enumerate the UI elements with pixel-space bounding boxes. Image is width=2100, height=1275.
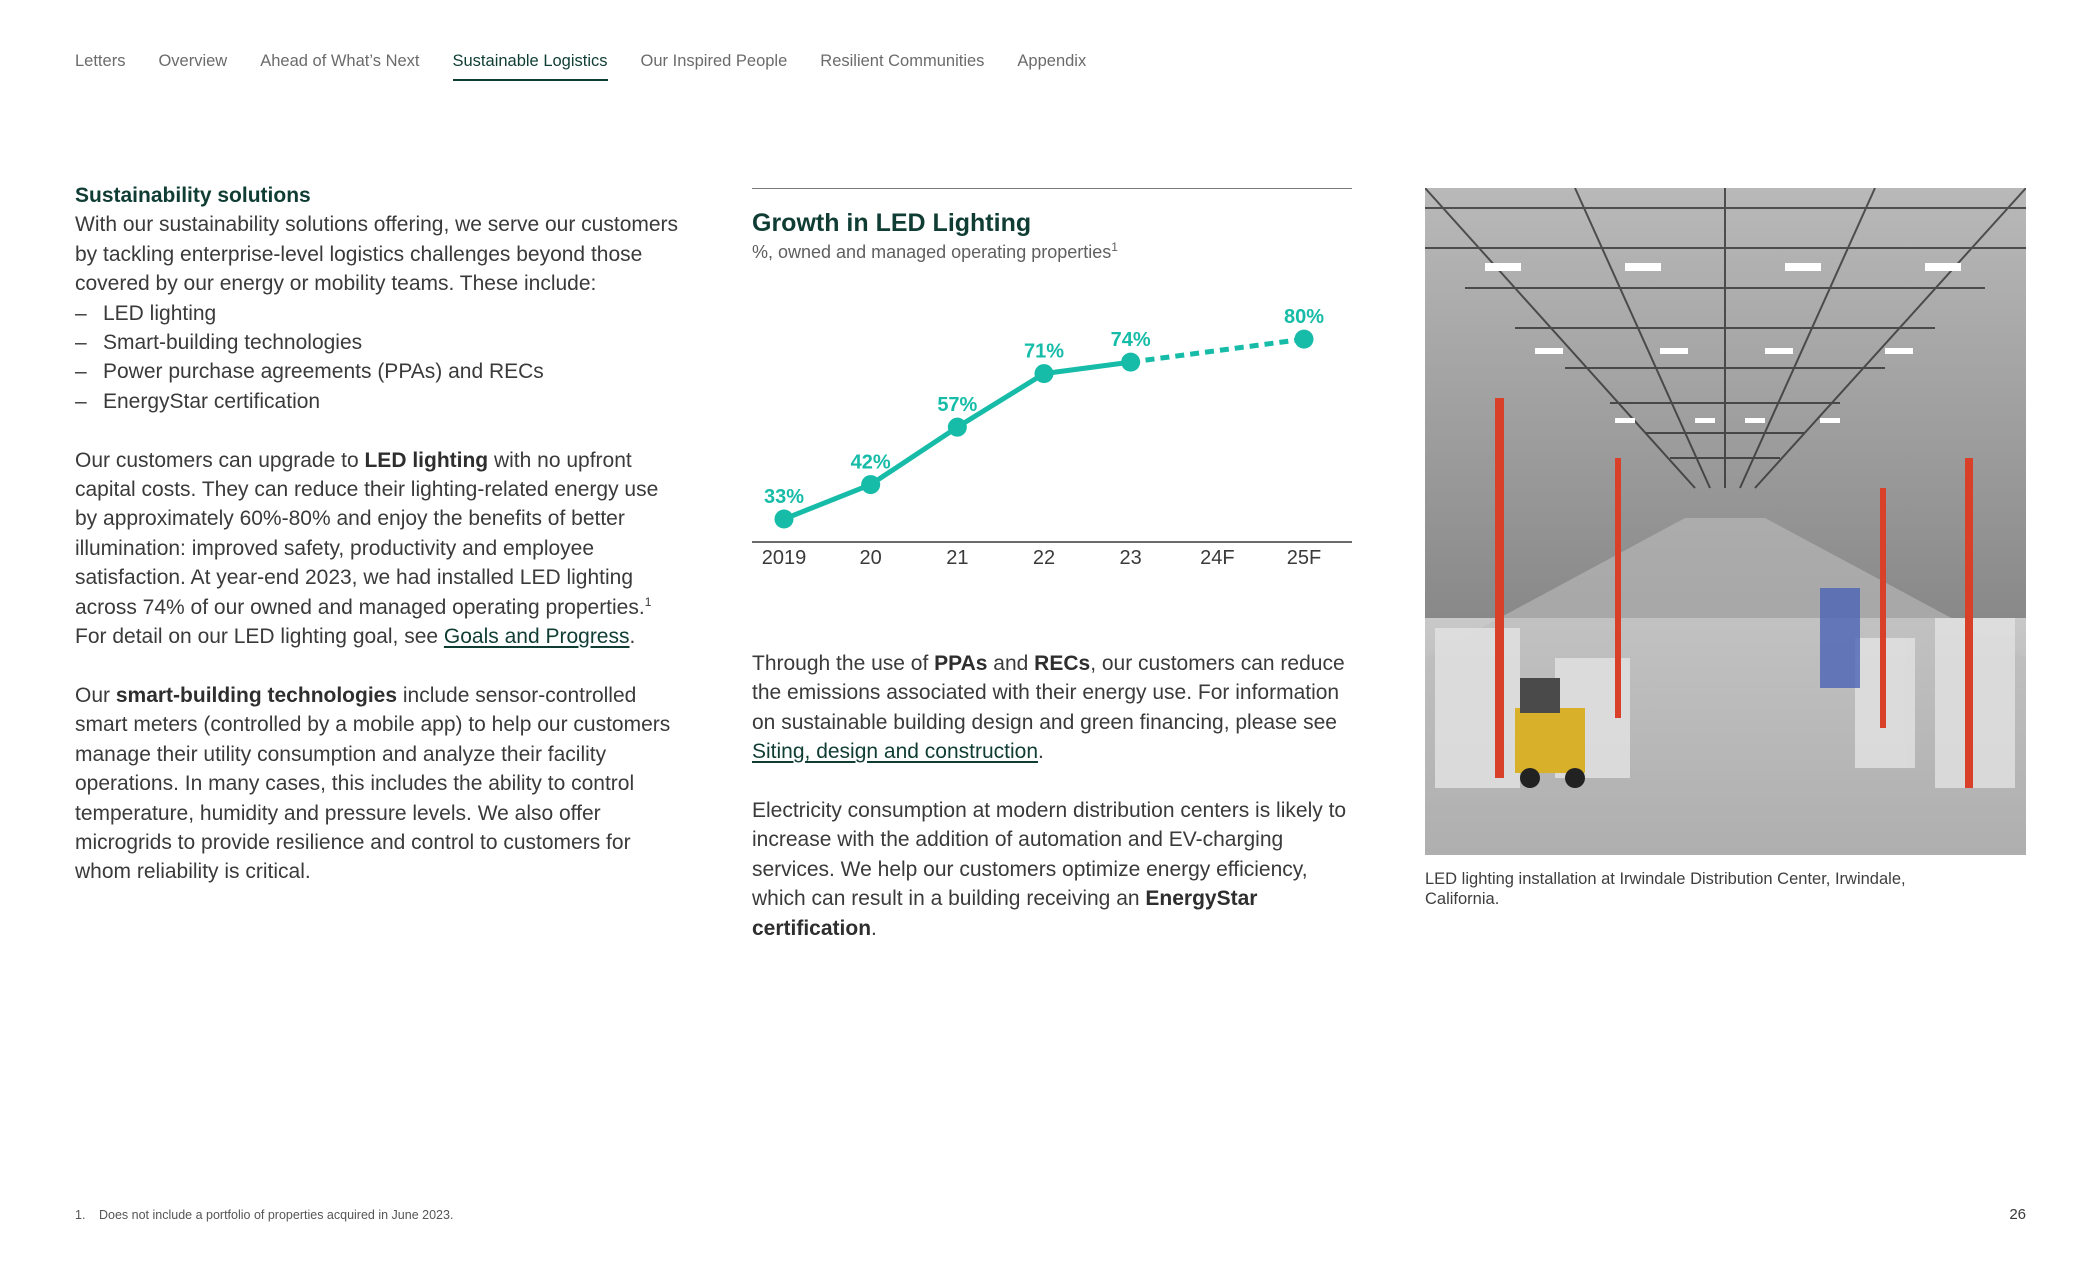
data-label: 33% bbox=[763, 486, 805, 509]
x-tick-label: 21 bbox=[946, 547, 969, 569]
ppa-rec-paragraph: Through the use of PPAs and RECs, our customers can reduce the emissions associated with their energy use. For information on sustainable building design and green financing, please see Siting, design and construction. bbox=[752, 652, 1345, 764]
list-item: – Smart-building technologies bbox=[75, 331, 363, 355]
list-item: – LED lighting bbox=[75, 301, 217, 325]
intro-paragraph: With our sustainability solutions offering, we serve our customers by tackling enterprise-level logistics challenges beyond those covered by our energy or mobility teams. These include: bbox=[75, 213, 679, 296]
data-label: 71% bbox=[1023, 340, 1065, 363]
data-label: 42% bbox=[850, 451, 891, 474]
tab-resilient-communities[interactable]: Resilient Communities bbox=[820, 52, 985, 70]
data-label: 74% bbox=[1110, 329, 1151, 352]
smart-building-paragraph: Our smart-building technologies include sensor-controlled smart meters (controlled by a mobile app) to help our customers manage their utility consumption and analyze their facility operations. In many cases, this includes the ability to control temperature, humidity and pressure levels. We also offer microgrids to provide resilience and control to customers for whom reliability is critical. bbox=[75, 683, 671, 884]
goals-and-progress-link[interactable]: Goals and Progress bbox=[443, 625, 630, 649]
chart-title: Growth in LED Lighting bbox=[752, 209, 1032, 237]
photo-caption: LED lighting installation at Irwindale Distribution Center, Irwindale, California. bbox=[1425, 870, 1906, 908]
tab-overview[interactable]: Overview bbox=[158, 52, 228, 70]
data-point bbox=[1035, 364, 1054, 383]
chart-top-rule bbox=[752, 188, 1352, 189]
chart-header bbox=[752, 188, 1352, 263]
page-number: 26 bbox=[2009, 1206, 2026, 1223]
warehouse-interior-image bbox=[1425, 188, 2026, 855]
x-tick-label: 24F bbox=[1200, 547, 1235, 569]
led-growth-line-chart bbox=[752, 280, 1362, 600]
tab-ahead-of-whats-next[interactable]: Ahead of What’s Next bbox=[260, 52, 420, 70]
chart-subtitle: %, owned and managed operating properties$^1$ bbox=[752, 240, 1118, 262]
middle-column bbox=[752, 649, 1362, 943]
x-tick-label: 25F bbox=[1286, 547, 1322, 569]
section-heading: Sustainability solutions bbox=[75, 184, 311, 207]
x-tick-label: 2019 bbox=[761, 547, 807, 569]
tab-sustainable-logistics[interactable]: Sustainable Logistics bbox=[453, 52, 608, 81]
data-label: 80% bbox=[1283, 306, 1325, 329]
footnote-ref: 1 bbox=[644, 594, 652, 609]
data-point bbox=[1121, 353, 1140, 372]
data-point bbox=[948, 418, 967, 437]
list-item: – Power purchase agreements (PPAs) and RECs bbox=[75, 360, 544, 384]
list-item-label: LED lighting bbox=[103, 301, 217, 325]
solutions-list bbox=[75, 299, 685, 417]
tab-our-inspired-people[interactable]: Our Inspired People bbox=[640, 52, 788, 70]
data-point bbox=[1295, 330, 1314, 349]
data-point bbox=[861, 475, 880, 494]
footnote: 1. Does not include a portfolio of properties acquired in June 2023. bbox=[75, 1208, 454, 1222]
list-item-label: Smart-building technologies bbox=[103, 331, 363, 355]
siting-design-construction-link[interactable]: Siting, design and construction bbox=[752, 740, 1039, 764]
data-point bbox=[775, 510, 794, 529]
warehouse-led-photo bbox=[1425, 188, 2026, 855]
x-tick-label: 22 bbox=[1032, 547, 1056, 569]
list-item-label: Power purchase agreements (PPAs) and RECs bbox=[103, 360, 544, 384]
energystar-paragraph: Electricity consumption at modern distribution centers is likely to increase with the addition of automation and EV-charging services. We help our customers optimize energy efficiency, which can result in a building receiving an EnergyStar certification. bbox=[752, 799, 1347, 940]
list-item: – EnergyStar certification bbox=[75, 389, 321, 413]
actual-line-segment bbox=[1044, 362, 1131, 373]
led-lighting-paragraph: Our customers can upgrade to LED lighting with no upfront capital costs. They can reduce their lighting-related energy use by approximately 60%-80% and enjoy the benefits of better illumination: improved safety, productivity and employee satisfaction. At year-end 2023, we had installed LED lighting across 74% of our owned and managed operating properties.$^1$ For detail on our LED lighting goal, see Goals and Progress. bbox=[75, 448, 659, 649]
list-item-label: EnergyStar certification bbox=[103, 389, 321, 413]
data-label: 57% bbox=[937, 394, 978, 417]
projected-line-segment bbox=[1131, 339, 1304, 362]
x-tick-label: 23 bbox=[1119, 547, 1142, 569]
top-nav bbox=[75, 52, 1086, 81]
tab-letters[interactable]: Letters bbox=[75, 52, 126, 70]
left-column bbox=[75, 181, 685, 887]
tab-appendix[interactable]: Appendix bbox=[1017, 52, 1087, 70]
x-tick-label: 20 bbox=[859, 547, 882, 569]
